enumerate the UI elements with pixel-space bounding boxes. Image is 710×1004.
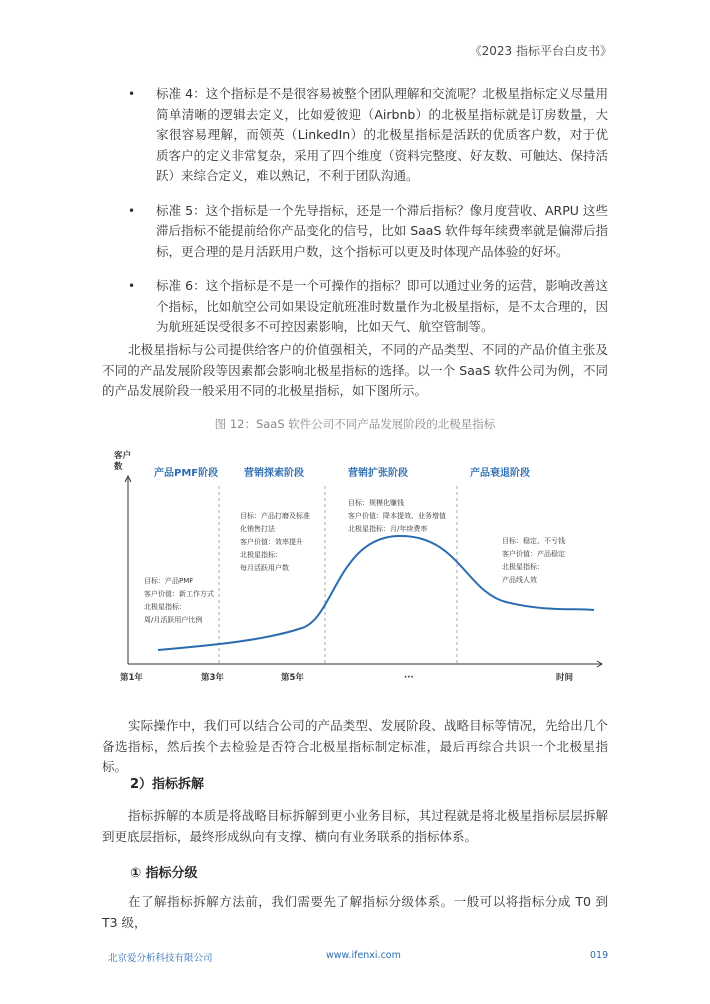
lifecycle-chart-svg xyxy=(106,442,606,692)
criteria-item-4 xyxy=(128,84,608,187)
stage-note: 化销售打法 xyxy=(240,525,275,533)
x-tick-label: 时间 xyxy=(556,673,574,683)
bullet-dot-icon: • xyxy=(128,279,136,293)
figure-caption: 图 12：SaaS 软件公司不同产品发展阶段的北极星指标 xyxy=(214,417,496,431)
stage-note: 客户价值：产品稳定 xyxy=(502,550,565,558)
x-tick-label: 第3年 xyxy=(201,673,224,683)
section-heading-decompose: 2）指标拆解 xyxy=(130,777,205,792)
y-axis-label: 客户 xyxy=(114,451,132,461)
stage-note: 产品线人效 xyxy=(502,576,537,584)
x-tick-label: 第5年 xyxy=(281,673,304,683)
stage-note: 北极星指标： xyxy=(240,551,282,559)
paragraph-practice: 实际操作中，我们可以结合公司的产品类型、发展阶段、战略目标等情况，先给出几个备选指标，然后挨个去检验是否符合北极星指标制定标准，最后再综合共识一个北极星指标。 xyxy=(102,718,608,774)
stage-note: 周/月活跃用户比例 xyxy=(144,616,203,624)
paragraph-decompose: 指标拆解的本质是将战略目标拆解到更小业务目标，其过程就是将北极星指标层层拆解到更底层指标，最终形成纵向有支撑、横向有业务联系的指标体系。 xyxy=(102,808,608,844)
lifecycle-chart xyxy=(106,442,606,692)
criteria-text: 标准 6：这个指标是不是一个可操作的指标？即可以通过业务的运营，影响改善这个指标，比如航空公司如果设定航班准时数量作为北极星指标，是不太合理的，因为航班延误受很多不可控因素影响，比如天气、航空管制等。 xyxy=(156,278,608,334)
stage-note: 每月活跃用户数 xyxy=(240,564,289,572)
stage-title: 产品PMF阶段 xyxy=(154,468,219,479)
footer-page-number: 019 xyxy=(590,950,609,961)
paragraph-grading: 在了解指标拆解方法前，我们需要先了解指标分级体系。一般可以将指标分成 T0 到 T3 级， xyxy=(102,894,608,930)
criteria-list xyxy=(128,84,608,352)
stage-title: 营销扩张阶段 xyxy=(348,468,408,479)
bullet-dot-icon: • xyxy=(128,87,136,101)
x-tick-label: 第1年 xyxy=(120,673,143,683)
criteria-text: 标准 4：这个指标是不是很容易被整个团队理解和交流呢？北极星指标定义尽量用简单清晰的逻辑去定义，比如爱彼迎（Airbnb）的北极星指标就是订房数量，大家很容易理解，而领英（LinkedIn）的北极星指标是活跃的优质客户数，对于优质客户的定义非常复杂，采用了四个维度（资料完整度、好友数、可触达、保持活跃）来综合定义，难以熟记，不利于团队沟通。 xyxy=(156,86,608,183)
stage-note: 客户价值：降本提效、业务增值 xyxy=(348,512,446,520)
stage-note: 目标：稳定、不亏钱 xyxy=(502,537,565,545)
bullet-dot-icon: • xyxy=(128,203,136,218)
stage-note: 北极星指标： xyxy=(144,603,186,611)
stage-note: 目标：产品打磨及标准 xyxy=(240,512,310,520)
x-tick-label: ··· xyxy=(404,673,414,683)
stage-note: 客户价值：效率提升 xyxy=(240,538,303,546)
y-axis-label: 数 xyxy=(114,462,123,472)
stage-title: 产品衰退阶段 xyxy=(470,468,530,479)
stage-note: 目标：规模化赚钱 xyxy=(348,499,404,507)
footer-company: 北京爱分析科技有限公司 xyxy=(108,953,213,964)
stage-note: 目标：产品PMF xyxy=(144,577,194,585)
footer-website: www.ifenxi.com xyxy=(326,950,401,961)
document-title: 《2023 指标平台白皮书》 xyxy=(469,44,612,58)
stage-note: 北极星指标： xyxy=(502,563,544,571)
stage-note: 客户价值：新工作方式 xyxy=(144,590,214,598)
criteria-item-6 xyxy=(128,276,608,338)
section-heading-grading: ① 指标分级 xyxy=(130,866,198,881)
stage-title: 营销探索阶段 xyxy=(244,468,304,479)
stage-note: 北极星指标：月/年续费率 xyxy=(348,525,428,533)
criteria-item-5 xyxy=(128,201,608,263)
criteria-text: 标准 5：这个指标是一个先导指标，还是一个滞后指标？像月度营收、ARPU 这些滞后指标不能提前给你产品变化的信号，比如 SaaS 软件每年续费率就是偏滞后指标，更合理的是月活跃用户数，这个指标可以更及时体现产品体验的好坏。 xyxy=(156,202,608,259)
paragraph-intro: 北极星指标与公司提供给客户的价值强相关，不同的产品类型、不同的产品价值主张及不同的产品发展阶段等因素都会影响北极星指标的选择。以一个 SaaS 软件公司为例，不同的产品发展阶段一般采用不同的北极星指标，如下图所示。 xyxy=(102,342,608,398)
